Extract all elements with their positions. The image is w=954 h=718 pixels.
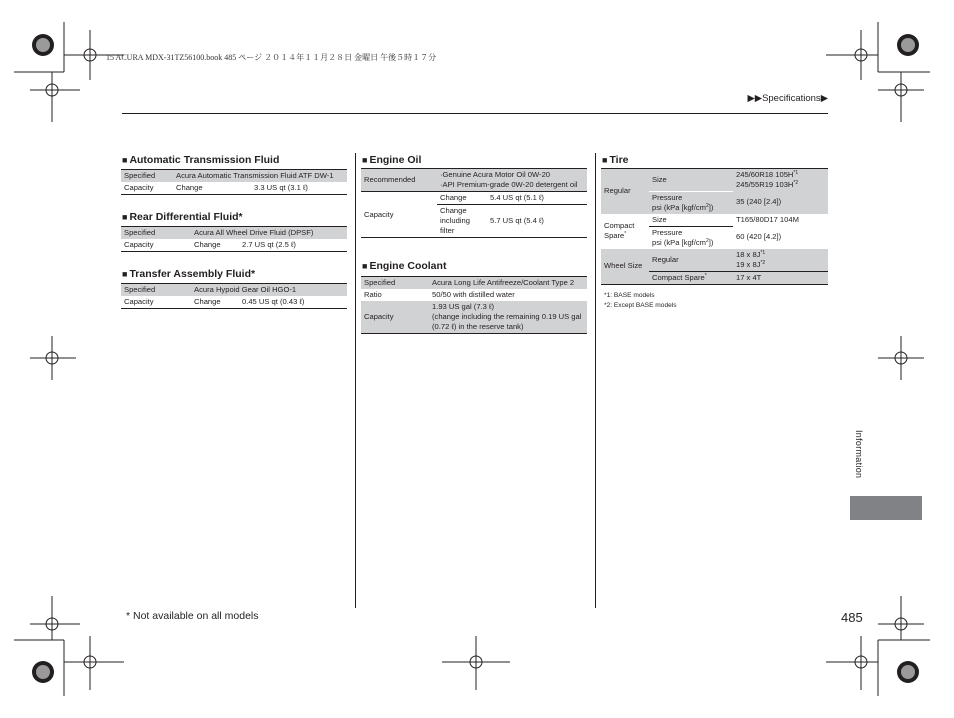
taf-table [121, 283, 347, 309]
table-row [121, 227, 347, 240]
table-cell: Capacity [121, 296, 191, 309]
taf-title: ■ Transfer Assembly Fluid* [122, 268, 256, 280]
table-cell: Capacity [121, 239, 191, 252]
table-cell: Size [649, 169, 733, 192]
table-cell: Acura All Wheel Drive Fluid (DPSF) [191, 227, 347, 240]
table-row [121, 296, 347, 309]
table-cell: Regular [601, 169, 649, 214]
coolant-title: ■ Engine Coolant [362, 260, 447, 272]
table-cell: 2.7 US qt (2.5 ℓ) [239, 239, 347, 252]
table-cell: Specified [361, 277, 429, 290]
table-cell: Change including filter [437, 205, 487, 238]
column-divider-2 [595, 153, 596, 608]
column-divider-1 [355, 153, 356, 608]
table-cell: Pressure psi (kPa $[kgf/cm^2]$) [649, 226, 733, 249]
table-cell: Recommended [361, 169, 437, 192]
table-cell: 5.7 US qt (5.4 ℓ) [487, 205, 587, 238]
table-cell: ·Genuine Acura Motor Oil 0W-20 ·API Premium-grade 0W-20 detergent oil [437, 169, 587, 192]
table-row [361, 277, 587, 290]
table-row [601, 169, 828, 192]
table-cell: 1.93 US gal (7.3 ℓ) (change including the remaining 0.19 US gal (0.72 ℓ) in the reserve tank) [429, 301, 587, 334]
table-row [601, 214, 828, 227]
table-cell: 50/50 with distilled water [432, 290, 515, 299]
header-rule [122, 113, 828, 114]
table-cell: Acura Long Life Antifreeze/Coolant Type 2 [429, 277, 587, 290]
table-cell: Capacity [361, 192, 437, 238]
atf-title: ■ Automatic Transmission Fluid [122, 154, 280, 166]
table-cell: 3.3 US qt (3.1 ℓ) [251, 182, 347, 195]
table-cell: Specified [121, 170, 173, 183]
table-cell: Pressure psi (kPa $[kgf/cm^2]$) [649, 191, 733, 214]
table-row [121, 182, 347, 195]
coolant-table [361, 276, 587, 334]
side-tab-label: Information [854, 430, 864, 479]
table-cell: Specified [121, 227, 191, 240]
page-number: 485 [841, 610, 863, 625]
table-cell: Size [652, 214, 667, 224]
table-row [361, 301, 587, 334]
table-cell: Regular [649, 249, 733, 272]
table-row [361, 289, 587, 301]
table-row [121, 170, 347, 183]
table-cell: 17 x 4T [733, 271, 828, 284]
table-cell: Specified [121, 284, 191, 297]
oil-table [361, 168, 587, 238]
table-cell: Change [191, 296, 239, 309]
tire-title: ■ Tire [602, 154, 629, 166]
print-header: 15 ACURA MDX-31TZ56100.book 485 ページ ２０１４年１１月２８日 金曜日 午後５時１７分 [106, 53, 437, 62]
oil-title: ■ Engine Oil [362, 154, 422, 166]
table-cell: Change [437, 192, 487, 205]
table-cell: Wheel Size [601, 249, 649, 285]
table-cell: 18 x $8J^{*1}$ 19 x $8J^{*2}$ [733, 249, 828, 272]
tire-table [601, 168, 828, 285]
tire-note-2: *2: Except BASE models [604, 302, 677, 309]
breadcrumb-label[interactable]: Specifications [762, 93, 821, 104]
table-cell: 60 (420 [4.2]) [736, 232, 782, 242]
table-row [601, 249, 828, 272]
table-cell: Change [191, 239, 239, 252]
table-cell: 35 (240 [2.4]) [733, 191, 828, 214]
rdf-table [121, 226, 347, 252]
table-cell: Acura Automatic Transmission Fluid ATF DW-1 [173, 170, 347, 183]
table-cell: T165/80D17 104M [736, 214, 799, 224]
table-cell: Compact Spare* [604, 221, 635, 240]
table-cell: 245/60R18 $105H^{*1}$ 245/55R19 $103H^{*2}$ [733, 169, 828, 192]
rdf-title: ■ Rear Differential Fluid* [122, 211, 243, 223]
side-tab[interactable] [850, 496, 922, 520]
table-cell: 0.45 US qt (0.43 ℓ) [239, 296, 347, 309]
table-cell: Ratio [364, 290, 382, 299]
table-cell: Capacity [121, 182, 173, 195]
table-cell: Capacity [361, 301, 429, 334]
footnote: * Not available on all models [126, 610, 259, 622]
table-row [121, 239, 347, 252]
breadcrumb[interactable] [747, 93, 828, 104]
table-cell: 5.4 US qt (5.1 ℓ) [487, 192, 587, 205]
table-cell: Compact Spare* [649, 271, 733, 284]
breadcrumb-arrows: ▶▶ [747, 93, 763, 104]
table-row [361, 169, 587, 192]
table-cell: Acura Hypoid Gear Oil HGO-1 [191, 284, 347, 297]
atf-table [121, 169, 347, 195]
table-cell: Change [173, 182, 251, 195]
breadcrumb-end-arrow: ▶ [820, 93, 828, 104]
table-row [361, 192, 587, 205]
table-row [121, 284, 347, 297]
tire-note-1: *1: BASE models [604, 292, 655, 299]
